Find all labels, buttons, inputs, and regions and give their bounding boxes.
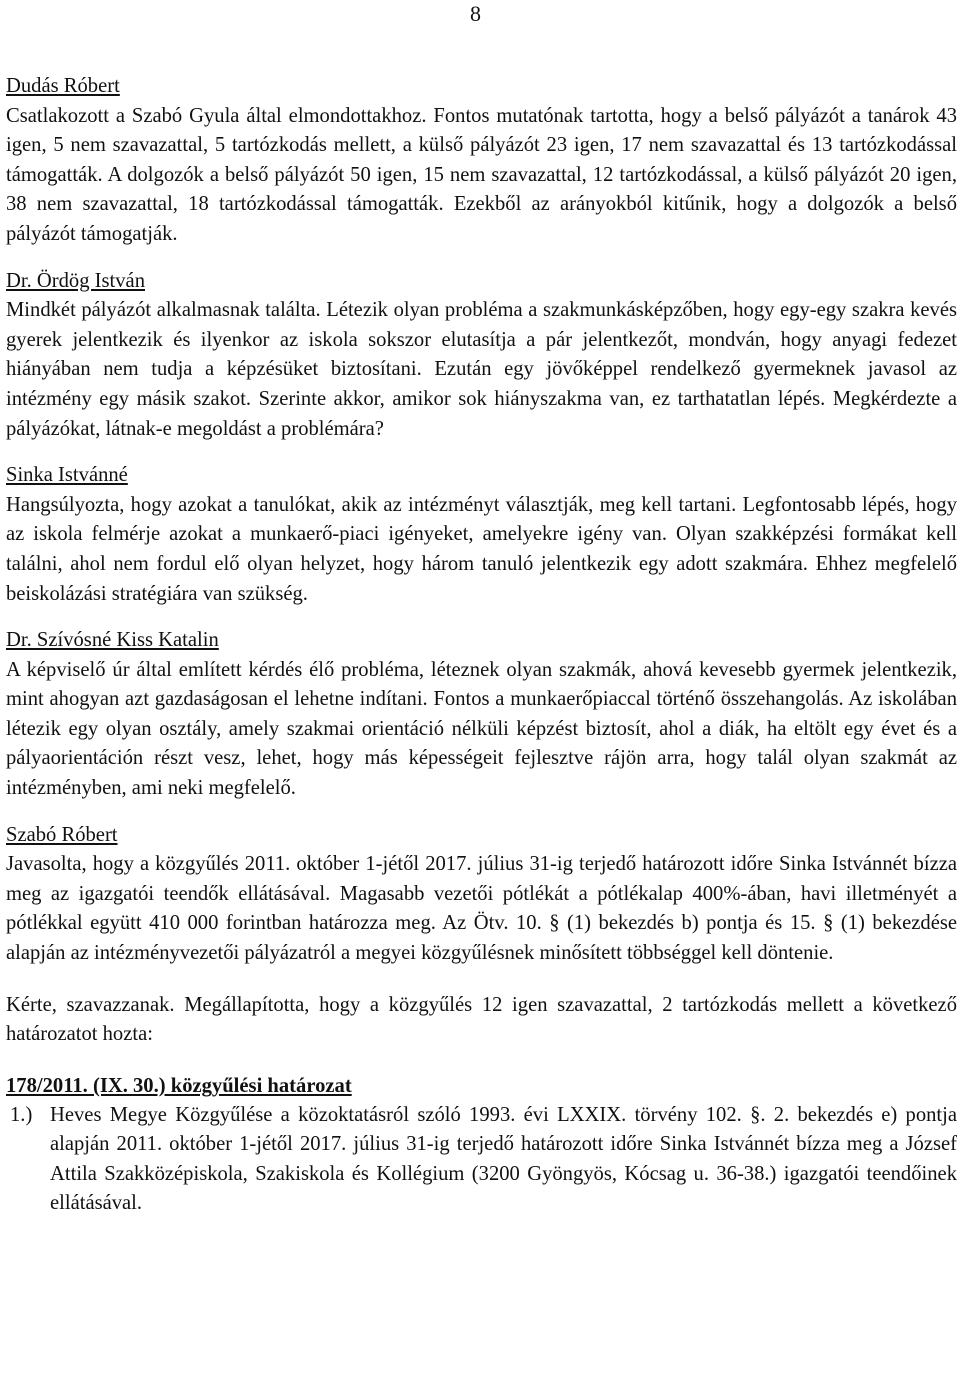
decision-title: 178/2011. (IX. 30.) közgyűlési határozat [6, 1074, 352, 1097]
vote-statement: Kérte, szavazzanak. Megállapította, hogy a közgyűlés 12 igen szavazattal, 2 tartózkodás mellett a következő határozatot hozta: [6, 993, 957, 1046]
speaker-name: Szabó Róbert [6, 823, 118, 846]
speaker-statement: Csatlakozott a Szabó Gyula által elmondottakhoz. Fontos mutatónak tartotta, hogy a belső pályázót a tanárok 43 igen, 5 nem szavazattal, 5 tartózkodás mellett, a külső pályázót 23 igen, 17 nem szavazattal és 13 tartózkodással támogatták. A dolgozók a belső pályázót 50 igen, 15 nem szavazattal, 12 tartózkodással, a külső pályázót 20 igen, 38 nem szavazattal, 18 tartózkodással támogatták. Ezekből az arányokból kitűnik, hogy a dolgozók a belső pályázót támogatják. [6, 104, 957, 245]
decision-item [6, 1101, 957, 1219]
decision-item-number: 1.) [10, 1103, 33, 1126]
speaker-statement: Hangsúlyozta, hogy azokat a tanulókat, akik az intézményt választják, meg kell tartani. Legfontosabb lépés, hogy az iskola felmérje azokat a munkaerő-piaci igényeket, amelyekre igény van. Olyan szakképzési formákat kell találni, ahol nem fordul elő olyan helyzet, hogy három tanuló jelentkezik egy adott szakmára. Ehhez megfelelő beiskolázási stratégiára van szükség. [6, 493, 957, 605]
speaker-statement: Mindkét pályázót alkalmasnak találta. Létezik olyan probléma a szakmunkásképzőben, hogy egy-egy szakra kevés gyerek jelentkezik és ilyenkor az iskola sokszor elutasítja a pár jelentkezőt, mondván, hogy anyagi fedezet hiányában nem tudja a képzésüket biztosítani. Ezután egy jövőképpel rendelkező gyermeknek javasol az intézmény egy másik szakot. Szerinte akkor, amikor sok hiányszakma van, ez tarthatatlan lépés. Megkérdezte a pályázókat, látnak-e megoldást a problémára? [6, 299, 957, 440]
speaker-name: Dr. Szívósné Kiss Katalin [6, 629, 219, 652]
document-body [6, 72, 957, 1218]
speaker-statement: Javasolta, hogy a közgyűlés 2011. október 1-jétől 2017. július 31-ig terjedő határozott időre Sinka Istvánnét bízza meg az igazgatói teendők ellátásával. Magasabb vezetői pótlékát a pótlékalap 400%-ában, havi illetményét a pótlékkal együtt 410 000 forintban határozza meg. Az Ötv. 10. § (1) bekezdés b) pontja és 15. § (1) bekezdése alapján az intézményvezetői pályázatról a megyei közgyűlésnek minősített többséggel kell döntenie. [6, 853, 957, 965]
speaker-name: Dr. Ördög István [6, 269, 145, 292]
speaker-statement: A képviselő úr által említett kérdés élő probléma, léteznek olyan szakmák, ahová kevesebb gyermek jelentkezik, mint ahogyan azt gazdaságosan el lehetne indítani. Fontos a munkaerőpiaccal történő összehangolás. Az iskolában létezik egy olyan osztály, amely szakmai orientáció nélküli képzést biztosít, ahol a diák, ha eltölt egy évet és a pályaorientáción részt vesz, lehet, hogy más képességeit fejlesztve rájön arra, hogy talál olyan szakmát az intézményben, ami neki megfelelő. [6, 658, 957, 800]
decision-item-text: Heves Megye Közgyűlése a közoktatásról szóló 1993. évi LXXIX. törvény 102. §. 2. bekezdés e) pontja alapján 2011. október 1-jétől 2017. július 31-ig terjedő határozott időre Sinka Istvánnét bízza meg a József Attila Szakközépiskola, Szakiskola és Kollégium (3200 Gyöngyös, Kócsag u. 36-38.) igazgatói teendőinek ellátásával. [50, 1103, 957, 1215]
speaker-name: Sinka Istvánné [6, 464, 128, 487]
speaker-name: Dudás Róbert [6, 75, 120, 97]
page-number: 8 [470, 1, 481, 26]
